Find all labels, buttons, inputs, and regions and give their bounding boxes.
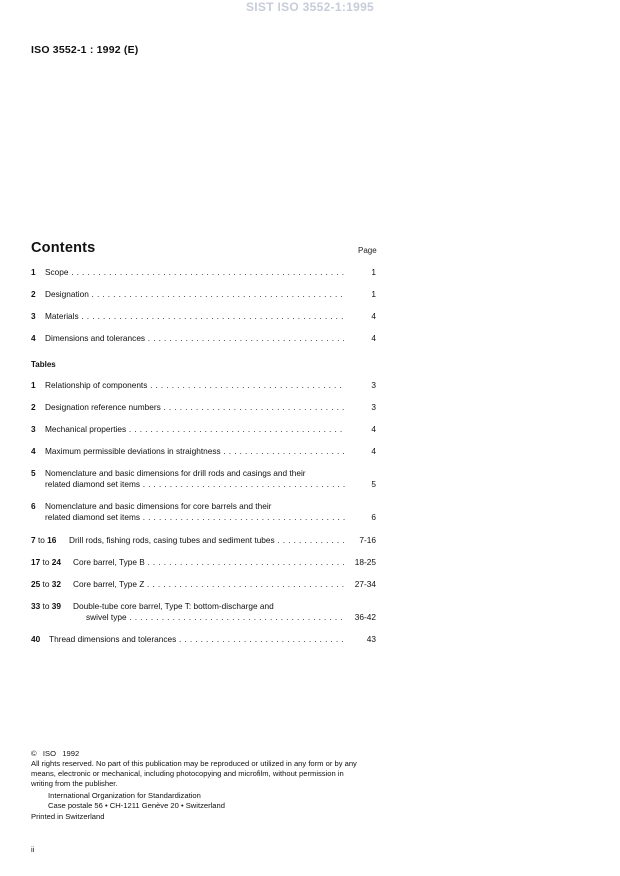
page-column-label: Page [358, 246, 377, 255]
entry-number-range: 7 to 16 [31, 535, 57, 545]
page-number: ii [31, 845, 35, 854]
entry-page: 3 [371, 380, 376, 390]
printed-in: Printed in Switzerland [31, 812, 105, 821]
entry-title: Core barrel, Type B . . . [73, 557, 345, 568]
rights-text: means, electronic or mechanical, including photocopying and microfilm, without permission in [31, 769, 344, 778]
entry-number: 2 [31, 289, 36, 299]
tables-heading: Tables [31, 360, 56, 369]
entry-title: Maximum permissible deviations in straightness . . . [45, 446, 345, 457]
toc-entry[interactable] [0, 557, 620, 568]
toc-entry[interactable] [0, 468, 620, 490]
entry-page: 1 [371, 267, 376, 277]
entry-page: 36-42 [354, 612, 376, 622]
document-id: ISO 3552-1 : 1992 (E) [31, 44, 139, 56]
organization-address: Case postale 56 • CH-1211 Genève 20 • Switzerland [48, 801, 225, 810]
entry-page: 1 [371, 289, 376, 299]
entry-page: 18-25 [354, 557, 376, 567]
entry-title: Nomenclature and basic dimensions for core barrels and their [45, 501, 272, 511]
toc-entry[interactable] [0, 535, 620, 546]
entry-title-continued: related diamond set items . . . [45, 512, 345, 523]
entry-title: Materials . . . [45, 311, 345, 322]
toc-entry[interactable] [0, 501, 620, 523]
entry-page: 4 [371, 311, 376, 321]
toc-entry[interactable] [0, 601, 620, 623]
entry-title-continued: related diamond set items . . . [45, 479, 345, 490]
entry-page: 5 [371, 479, 376, 489]
entry-title: Thread dimensions and tolerances . . . [49, 634, 345, 645]
entry-page: 27-34 [354, 579, 376, 589]
entry-title: Dimensions and tolerances . . . [45, 333, 345, 344]
toc-entry[interactable] [0, 579, 620, 590]
entry-page: 7-16 [359, 535, 376, 545]
rights-text: writing from the publisher. [31, 779, 118, 788]
rights-text: All rights reserved. No part of this publication may be reproduced or utilized in any form or by any [31, 759, 357, 768]
entry-number: 4 [31, 446, 36, 456]
entry-title: Drill rods, fishing rods, casing tubes and sediment tubes . . . [69, 535, 345, 546]
entry-page: 4 [371, 446, 376, 456]
entry-title: Double-tube core barrel, Type T: bottom-discharge and [73, 601, 274, 611]
contents-title: Contents [31, 240, 96, 256]
organization-name: International Organization for Standardization [48, 791, 201, 800]
entry-number-range: 25 to 32 [31, 579, 62, 589]
watermark: SIST ISO 3552-1:1995 [245, 0, 375, 14]
toc-entry[interactable] [0, 424, 620, 435]
entry-number-range: 33 to 39 [31, 601, 62, 611]
entry-title: Core barrel, Type Z . . . [73, 579, 345, 590]
entry-number: 1 [31, 267, 36, 277]
copyright-line: © ISO 1992 [31, 749, 80, 758]
entry-page: 43 [366, 634, 376, 644]
toc-entry[interactable] [0, 446, 620, 457]
entry-number: 4 [31, 333, 36, 343]
entry-page: 6 [371, 512, 376, 522]
entry-title: Designation . . . [45, 289, 345, 300]
entry-number: 1 [31, 380, 36, 390]
entry-number: 6 [31, 501, 36, 511]
toc-entry[interactable] [0, 380, 620, 391]
toc-entry[interactable] [0, 634, 620, 645]
toc-entry[interactable] [0, 267, 620, 278]
entry-title: Designation reference numbers . . . [45, 402, 345, 413]
entry-page: 4 [371, 333, 376, 343]
entry-title: Scope . . . [45, 267, 345, 278]
entry-number-range: 17 to 24 [31, 557, 62, 567]
toc-entry[interactable] [0, 289, 620, 300]
entry-page: 3 [371, 402, 376, 412]
toc-entry[interactable] [0, 311, 620, 322]
entry-title: Nomenclature and basic dimensions for drill rods and casings and their [45, 468, 306, 478]
entry-number: 3 [31, 311, 36, 321]
toc-entry[interactable] [0, 333, 620, 344]
entry-number: 3 [31, 424, 36, 434]
entry-title: Mechanical properties . . . [45, 424, 345, 435]
entry-page: 4 [371, 424, 376, 434]
entry-number: 2 [31, 402, 36, 412]
entry-number: 40 [31, 634, 41, 644]
entry-title-continued: swivel type . . . [86, 612, 345, 623]
entry-title: Relationship of components . . . [45, 380, 345, 391]
toc-entry[interactable] [0, 402, 620, 413]
entry-number: 5 [31, 468, 36, 478]
